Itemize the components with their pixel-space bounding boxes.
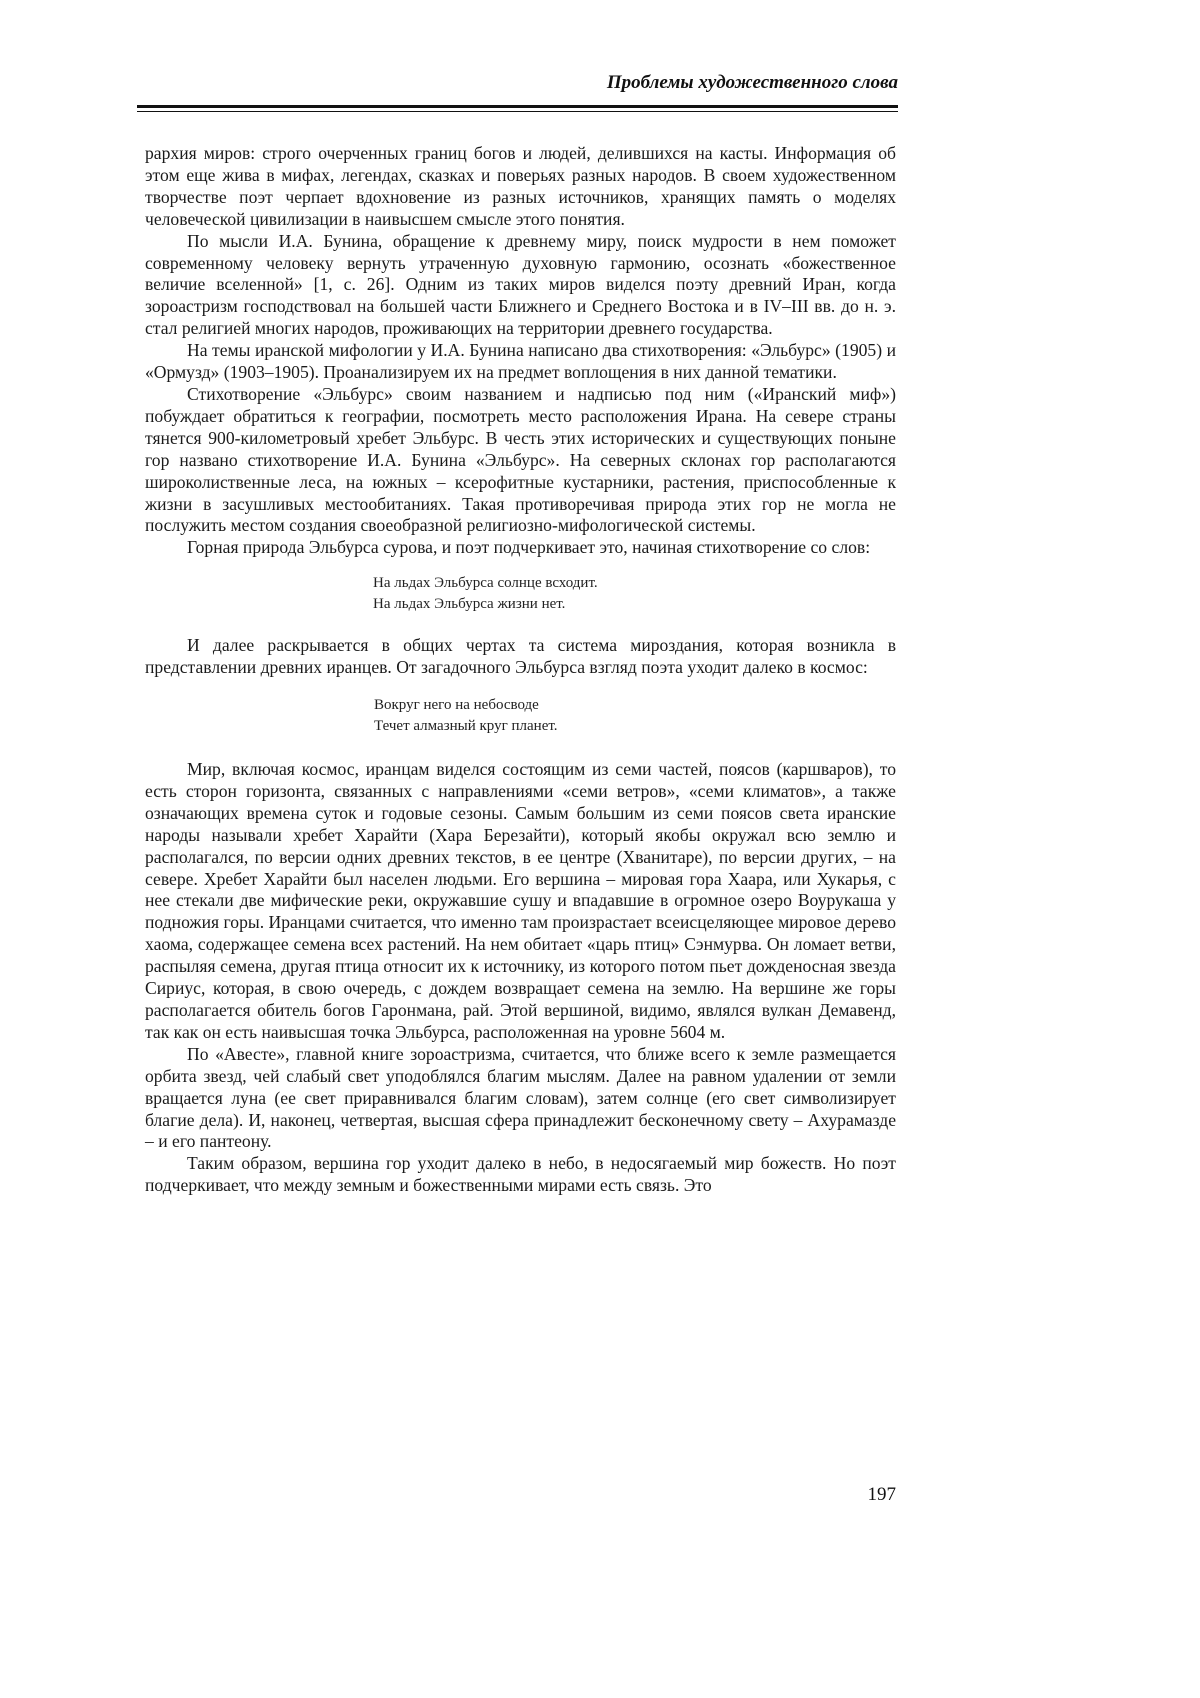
paragraph: По «Авесте», главной книге зороастризма, считается, что ближе всего к земле размещается орбита звезд, чей слабый свет уподоблялся благим мыслям. Далее на равном удалении от земли вращается луна (ее свет приравнивался благим словам), затем солнце (его свет символизирует благие дела). И, наконец, четвертая, высшая сфера принадлежит бесконечному свету – Ахурамазде – и его пантеону. — [145, 1043, 896, 1152]
paragraph: И далее раскрывается в общих чертах та система мироздания, которая возникла в представлении древних иранцев. От загадочного Эльбурса взгляд поэта уходит далеко в космос: — [145, 635, 896, 678]
verse-line: Вокруг него на небосводе — [374, 697, 539, 714]
article-body — [145, 143, 896, 1197]
verse-line: Течет алмазный круг планет. — [374, 718, 558, 735]
paragraph: Мир, включая космос, иранцам виделся состоящим из семи частей, поясов (каршваров), то есть сторон горизонта, связанных с направлениями «семи ветров», «семи климатов», а также означающих времена суток и годовые сезоны. Самым большим из семи поясов света иранские народы называли хребет Харайти (Хара Березайти), который якобы окружал всю землю и располагался, по версии одних древних текстов, в ее центре (Хванитаре), по версии других, – на севере. Хребет Харайти был населен людьми. Его вершина – мировая гора Хаара, или Хукарья, с нее стекали две мифические реки, окружавшие сушу и впадавшие в огромное озеро Воурукаша у подножия горы. Иранцами считается, что именно там произрастает всеисцеляющее мировое дерево хаома, содержащее семена всех растений. На нем обитает «царь птиц» Сэнмурва. Он ломает ветви, распыляя семена, другая птица относит их к источнику, из которого потом пьет дожденосная звезда Сириус, которая, в свою очередь, с дождем возвращает семена на землю. На вершине же горы располагается обитель богов Гаронмана, рай. Этой вершиной, видимо, являлся вулкан Демавенд, так как он есть наивысшая точка Эльбурса, расположенная на уровне 5604 м. — [145, 759, 896, 1042]
paragraph: По мысли И.А. Бунина, обращение к древнему миру, поиск мудрости в нем поможет современному человеку вернуть утраченную духовную гармонию, осознать «божественное величие вселенной» [1, с. 26]. Одним из таких миров виделся поэту древний Иран, когда зороастризм господствовал на большей части Ближнего и Среднего Востока и в IV–III вв. до н. э. стал религией многих народов, проживающих на территории древнего государства. — [145, 230, 896, 339]
paragraph: Горная природа Эльбурса сурова, и поэт подчеркивает это, начиная стихотворение со слов: — [187, 537, 871, 558]
verse-quote — [145, 573, 896, 615]
paragraph-continued: рархия миров: строго очерченных границ богов и людей, делившихся на касты. Информация об этом еще жива в мифах, легендах, сказках и поверьях разных народов. В своем художественном творчестве поэт черпает вдохновение из разных источников, хранящих память о моделях человеческой цивилизации в наивысшем смысле этого понятия. — [145, 143, 896, 229]
paragraph: На темы иранской мифологии у И.А. Бунина написано два стихотворения: «Эльбурс» (1905) и «Ормузд» (1903–1905). Проанализируем их на предмет воплощения в них данной тематики. — [145, 340, 896, 383]
page-number: 197 — [867, 1484, 896, 1505]
header-rule-thick — [137, 105, 898, 108]
verse-line: На льдах Эльбурса жизни нет. — [373, 596, 566, 613]
verse-line: На льдах Эльбурса солнце всходит. — [373, 575, 598, 592]
running-header-title: Проблемы художественного слова — [606, 72, 898, 93]
paragraph: Стихотворение «Эльбурс» своим названием и надписью под ним («Иранский миф») побуждает обратиться к географии, посмотреть место расположения Ирана. На севере страны тянется 900-километровый хребет Эльбурс. В честь этих исторических и существующих поныне гор названо стихотворение И.А. Бунина «Эльбурс». На северных склонах гор располагаются широколиственные леса, на южных – ксерофитные кустарники, растения, приспособленные к жизни в засушливых местообитаниях. Такая противоречивая природа этих гор не могла не послужить местом создания своеобразной религиозно-мифологической системы. — [145, 383, 896, 536]
paragraph: Таким образом, вершина гор уходит далеко в небо, в недосягаемый мир божеств. Но поэт подчеркивает, что между земным и божественными мирами есть связь. Это — [145, 1153, 896, 1196]
header-rule-thin — [137, 111, 898, 112]
verse-quote — [145, 695, 896, 737]
